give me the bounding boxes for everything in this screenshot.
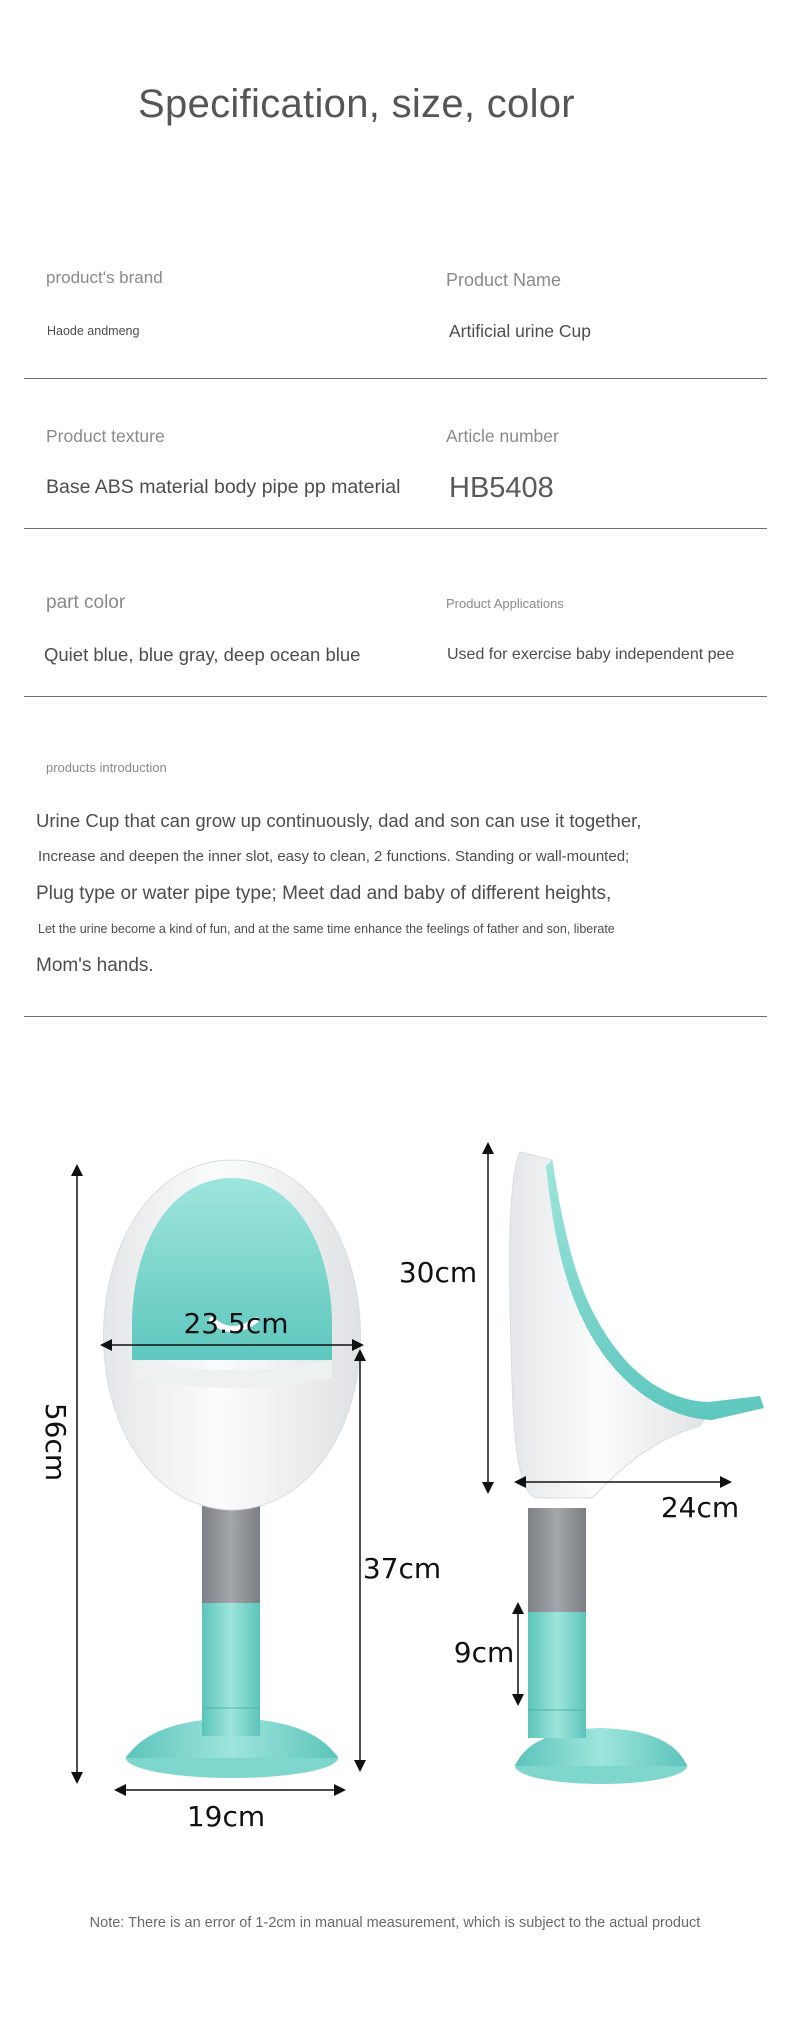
height-total-label: 56cm bbox=[39, 1402, 72, 1482]
front-stem bbox=[202, 1600, 260, 1736]
intro-line: Mom's hands. bbox=[36, 955, 154, 976]
product-name-label: Product Name bbox=[446, 270, 562, 290]
intro-label: products introduction bbox=[46, 760, 167, 775]
extension-label: 9cm bbox=[453, 1636, 515, 1669]
part-color-value: Quiet blue, blue gray, deep ocean blue bbox=[44, 644, 361, 665]
applications-label: Product Applications bbox=[446, 596, 564, 611]
texture-value: Base ABS material body pipe pp material bbox=[46, 476, 401, 498]
brand-label: product's brand bbox=[46, 268, 163, 287]
brand-value: Haode andmeng bbox=[47, 324, 140, 338]
intro-line: Increase and deepen the inner slot, easy to clean, 2 functions. Standing or wall-mounted; bbox=[38, 848, 630, 865]
divider bbox=[24, 1016, 767, 1017]
side-view bbox=[399, 1148, 764, 1784]
article-number-value: HB5408 bbox=[449, 472, 554, 504]
bowl-width-label: 23.5cm bbox=[183, 1307, 289, 1340]
side-body bbox=[510, 1152, 710, 1498]
side-pipe bbox=[528, 1508, 586, 1612]
product-dimension-diagram bbox=[0, 1130, 790, 1850]
intro-line: Urine Cup that can grow up continuously, dad and son can use it together, bbox=[36, 810, 642, 831]
texture-label: Product texture bbox=[46, 426, 165, 446]
measurement-note: Note: There is an error of 1-2cm in manual measurement, which is subject to the actual product bbox=[89, 1915, 701, 1931]
side-stem bbox=[528, 1610, 586, 1738]
intro-line: Let the urine become a kind of fun, and at the same time enhance the feelings of father and son, liberate bbox=[38, 922, 615, 936]
base-width-label: 19cm bbox=[186, 1800, 266, 1833]
intro-line: Plug type or water pipe type; Meet dad and baby of different heights, bbox=[36, 883, 612, 904]
divider bbox=[24, 378, 767, 379]
applications-value: Used for exercise baby independent pee bbox=[447, 646, 735, 663]
side-bowl-height-label: 30cm bbox=[398, 1256, 478, 1289]
part-color-label: part color bbox=[46, 592, 126, 613]
front-pipe bbox=[202, 1505, 260, 1603]
front-view bbox=[39, 1160, 441, 1833]
stand-height-label: 37cm bbox=[362, 1552, 442, 1585]
divider bbox=[24, 696, 767, 697]
article-number-label: Article number bbox=[446, 426, 559, 446]
side-depth-label: 24cm bbox=[660, 1491, 740, 1524]
divider bbox=[24, 528, 767, 529]
product-name-value: Artificial urine Cup bbox=[449, 321, 591, 341]
page-title: Specification, size, color bbox=[138, 82, 575, 126]
